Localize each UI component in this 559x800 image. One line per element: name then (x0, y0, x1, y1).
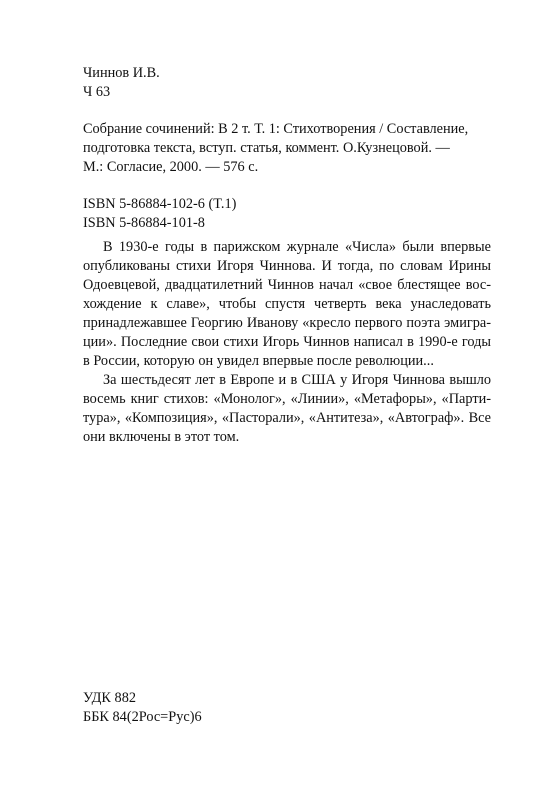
isbn-set: ISBN 5-86884-101-8 (83, 215, 205, 231)
bib-line: подготовка текста, вступ. статья, коммент. О.Кузнецовой. — (83, 140, 450, 156)
annotation-line: тура», «Композиция», «Пасторали», «Антитеза», «Автограф». Все (83, 410, 491, 426)
annotation-line: опубликованы стихи Игоря Чиннова. И тогда, по словам Ирины (83, 258, 491, 274)
catalog-header (83, 64, 491, 102)
annotation-line: принадлежавшее Георгию Иванову «кресло первого поэта эмигра- (83, 315, 491, 331)
annotation-line: они включены в этот том. (83, 429, 240, 445)
annotation-line: хождение к славе», чтобы спустя четверть века унаследовать (83, 296, 491, 312)
isbn-block (83, 195, 491, 233)
udk-index: УДК 882 (83, 690, 136, 706)
author-name: Чиннов И.В. (83, 65, 160, 81)
annotation-line: За шестьдесят лет в Европе и в США у Игоря Чиннова вышло (103, 372, 491, 388)
annotation-line: в России, которую он увидел впервые после революции... (83, 353, 434, 369)
bib-line: М.: Согласие, 2000. — 576 с. (83, 159, 259, 175)
annotation-paragraph-2 (83, 371, 491, 447)
bbk-index: ББК 84(2Рос=Рус)6 (83, 709, 202, 725)
annotation-line: Одоевцевой, двадцатилетний Чиннов начал «свое блестящее вос- (83, 277, 491, 293)
author-mark: Ч 63 (83, 84, 111, 100)
annotation-line: В 1930-е годы в парижском журнале «Числа» были впервые (103, 239, 491, 255)
annotation-line: восемь книг стихов: «Монолог», «Линии», «Метафоры», «Парти- (83, 391, 491, 407)
bib-line: Собрание сочинений: В 2 т. Т. 1: Стихотворения / Составление, (83, 121, 469, 137)
annotation-paragraph-1 (83, 238, 491, 371)
annotation-line: ции». Последние свои стихи Игорь Чиннов написал в 1990-е годы (83, 334, 491, 350)
bibliographic-description (83, 120, 491, 177)
isbn-volume: ISBN 5-86884-102-6 (T.1) (83, 196, 237, 212)
classification-block (83, 689, 491, 727)
annotation (83, 238, 491, 447)
